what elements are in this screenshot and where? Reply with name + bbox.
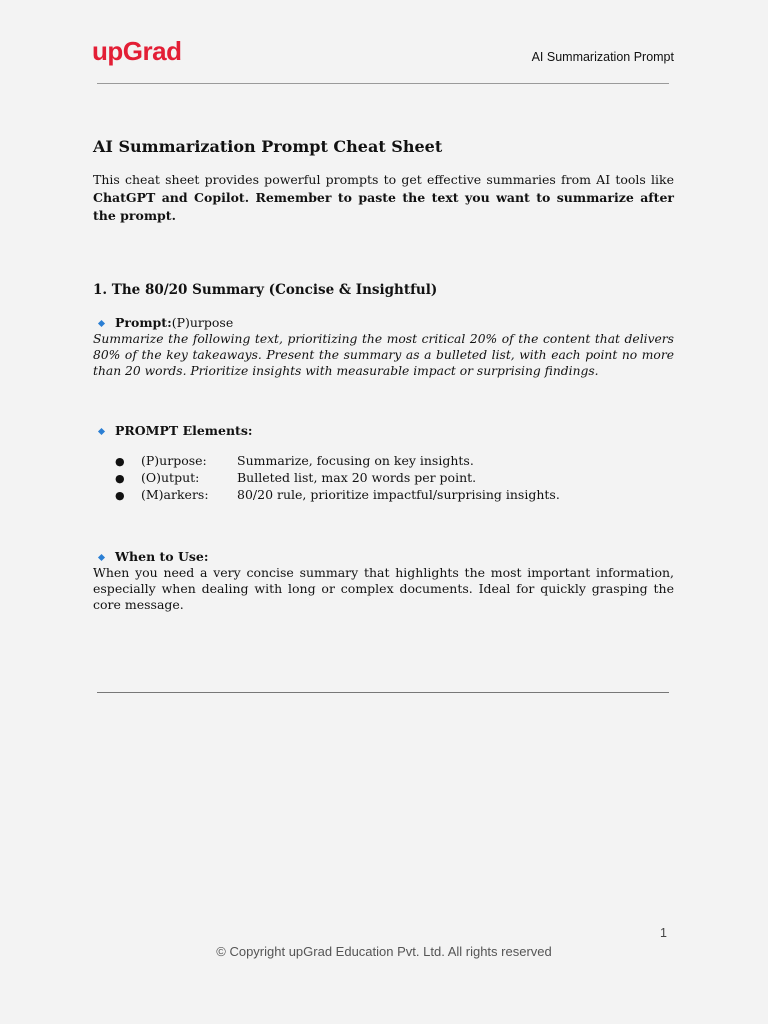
elements-label: PROMPT Elements: <box>115 423 253 438</box>
list-bullet: ● <box>115 489 125 502</box>
list-bullet: ● <box>115 455 125 468</box>
prompt-label: Prompt: <box>115 315 172 330</box>
brand-logo: upGrad <box>92 36 182 66</box>
intro-tool-chatgpt: ChatGPT <box>93 190 156 205</box>
document-body <box>93 137 674 613</box>
diamond-bullet-icon <box>98 319 105 326</box>
element-key: (M)arkers: <box>141 487 209 502</box>
element-value: Summarize, focusing on key insights. <box>237 453 474 468</box>
element-value: 80/20 rule, prioritize impactful/surprising insights. <box>237 487 560 502</box>
list-item <box>93 487 674 504</box>
header-title: AI Summarization Prompt <box>531 50 674 64</box>
list-item <box>93 453 674 470</box>
when-text: When you need a very concise summary that highlights the most important information, especially when dealing with long or complex documents. Ideal for quickly grasping the core message. <box>93 565 674 612</box>
prompt-label-row <box>93 315 674 331</box>
element-value: Bulleted list, max 20 words per point. <box>237 470 477 485</box>
footer-divider <box>97 692 669 693</box>
copyright-notice: © Copyright upGrad Education Pvt. Ltd. All rights reserved <box>216 944 552 959</box>
list-bullet: ● <box>115 472 125 485</box>
intro-instruction: . Remember to paste the text you want to summarize after the prompt. <box>93 190 674 223</box>
elements-list <box>93 453 674 504</box>
intro-paragraph <box>93 171 674 225</box>
header-divider <box>97 83 669 84</box>
prompt-text: Summarize the following text, prioritizing the most critical 20% of the content that delivers 80% of the key takeaways. Present the summary as a bulleted list, with each point no more than 20 words. Prioritize insights with measurable impact or surprising findings. <box>93 332 674 378</box>
list-item <box>93 470 674 487</box>
diamond-bullet-icon <box>98 553 105 560</box>
element-key: (P)urpose: <box>141 453 207 468</box>
diamond-bullet-icon <box>98 427 105 434</box>
elements-label-row <box>93 423 674 439</box>
page-number: 1 <box>660 926 667 940</box>
when-label: When to Use: <box>115 549 209 564</box>
prompt-label-suffix: (P)urpose <box>171 315 234 330</box>
intro-and: and <box>155 190 195 205</box>
intro-tool-copilot: Copilot <box>194 190 245 205</box>
when-label-row <box>93 549 674 565</box>
document-title: AI Summarization Prompt Cheat Sheet <box>93 137 443 156</box>
intro-text: This cheat sheet provides powerful prompts to get effective summaries from AI tools like <box>93 172 674 187</box>
element-key: (O)utput: <box>141 470 200 485</box>
section-heading: 1. The 80/20 Summary (Concise & Insightful) <box>93 282 438 298</box>
